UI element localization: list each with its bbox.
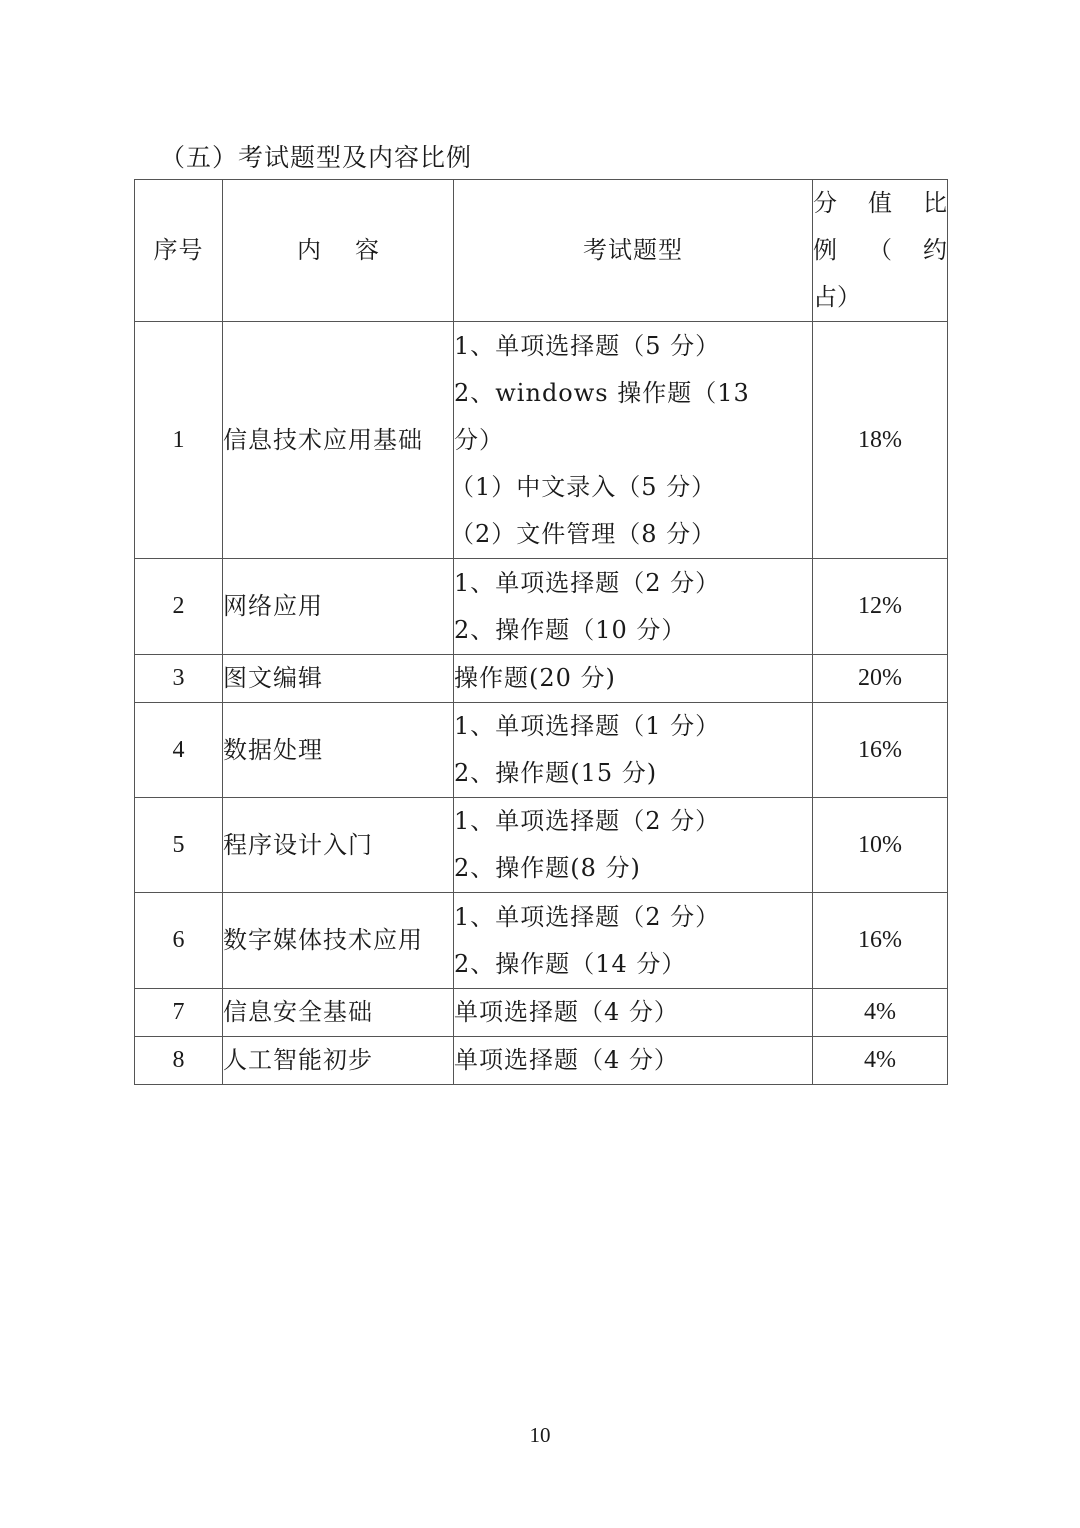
type-line: （1）中文录入（5 分）	[450, 472, 717, 501]
type-line: （2）文件管理（8 分）	[450, 519, 717, 548]
row-index: 7	[135, 989, 223, 1037]
type-line: 1、单项选择题（2 分）	[454, 807, 721, 835]
table-row	[135, 559, 948, 655]
row-index: 5	[135, 798, 223, 893]
type-line: 2、操作题（10 分）	[454, 615, 687, 644]
row-ratio: 20%	[813, 655, 948, 703]
type-line: 2、windows 操作题（13	[454, 378, 750, 407]
table-row	[135, 1037, 948, 1085]
row-ratio: 18%	[813, 322, 948, 559]
type-line: 1、单项选择题（2 分）	[454, 902, 721, 931]
row-index: 4	[135, 703, 223, 798]
row-type	[454, 798, 813, 893]
table-row	[135, 703, 948, 798]
header-index: 序号	[135, 180, 223, 322]
row-type	[454, 1037, 813, 1085]
type-line: 单项选择题（4 分）	[454, 998, 679, 1026]
row-content: 网络应用	[223, 559, 454, 655]
row-ratio: 4%	[813, 989, 948, 1037]
row-ratio: 12%	[813, 559, 948, 655]
type-line: 单项选择题（4 分）	[454, 1046, 679, 1074]
row-content: 人工智能初步	[223, 1037, 454, 1085]
row-content: 信息技术应用基础	[223, 322, 454, 559]
row-index: 3	[135, 655, 223, 703]
header-content-label: 内容	[297, 236, 413, 264]
type-line: 分）	[454, 425, 504, 454]
row-type	[454, 893, 813, 989]
row-content: 图文编辑	[223, 655, 454, 703]
table-row	[135, 798, 948, 893]
exam-content-table	[134, 179, 948, 1085]
row-ratio: 4%	[813, 1037, 948, 1085]
type-line: 操作题(20 分)	[454, 664, 616, 692]
row-content: 数字媒体技术应用	[223, 893, 454, 989]
table-row	[135, 322, 948, 559]
header-content	[223, 180, 454, 322]
section-title: （五）考试题型及内容比例	[160, 143, 473, 172]
page-number: 10	[529, 1423, 551, 1447]
row-content: 程序设计入门	[223, 798, 454, 893]
row-index: 2	[135, 559, 223, 655]
row-ratio: 10%	[813, 798, 948, 893]
header-ratio-line: 分 值 比	[813, 189, 947, 217]
table-row	[135, 655, 948, 703]
row-type	[454, 703, 813, 798]
type-line: 1、单项选择题（1 分）	[454, 712, 721, 740]
type-line: 2、操作题(8 分)	[454, 854, 641, 882]
type-line: 2、操作题（14 分）	[454, 949, 687, 978]
row-content: 信息安全基础	[223, 989, 454, 1037]
type-line: 1、单项选择题（5 分）	[454, 331, 721, 360]
header-ratio-line: 占）	[813, 283, 861, 311]
table-header-row	[135, 180, 948, 322]
row-type	[450, 322, 813, 559]
header-type: 考试题型	[454, 180, 813, 322]
table-row	[135, 893, 948, 989]
row-content: 数据处理	[223, 703, 454, 798]
row-index: 8	[135, 1037, 223, 1085]
header-ratio	[813, 180, 948, 322]
row-index: 1	[135, 322, 223, 559]
header-ratio-line: 例 （ 约	[813, 236, 947, 264]
row-ratio: 16%	[813, 893, 948, 989]
row-type	[454, 655, 813, 703]
row-type	[454, 559, 813, 655]
row-index: 6	[135, 893, 223, 989]
row-ratio: 16%	[813, 703, 948, 798]
type-line: 1、单项选择题（2 分）	[454, 568, 721, 597]
type-line: 2、操作题(15 分)	[454, 759, 658, 787]
row-type	[454, 989, 813, 1037]
table-row	[135, 989, 948, 1037]
